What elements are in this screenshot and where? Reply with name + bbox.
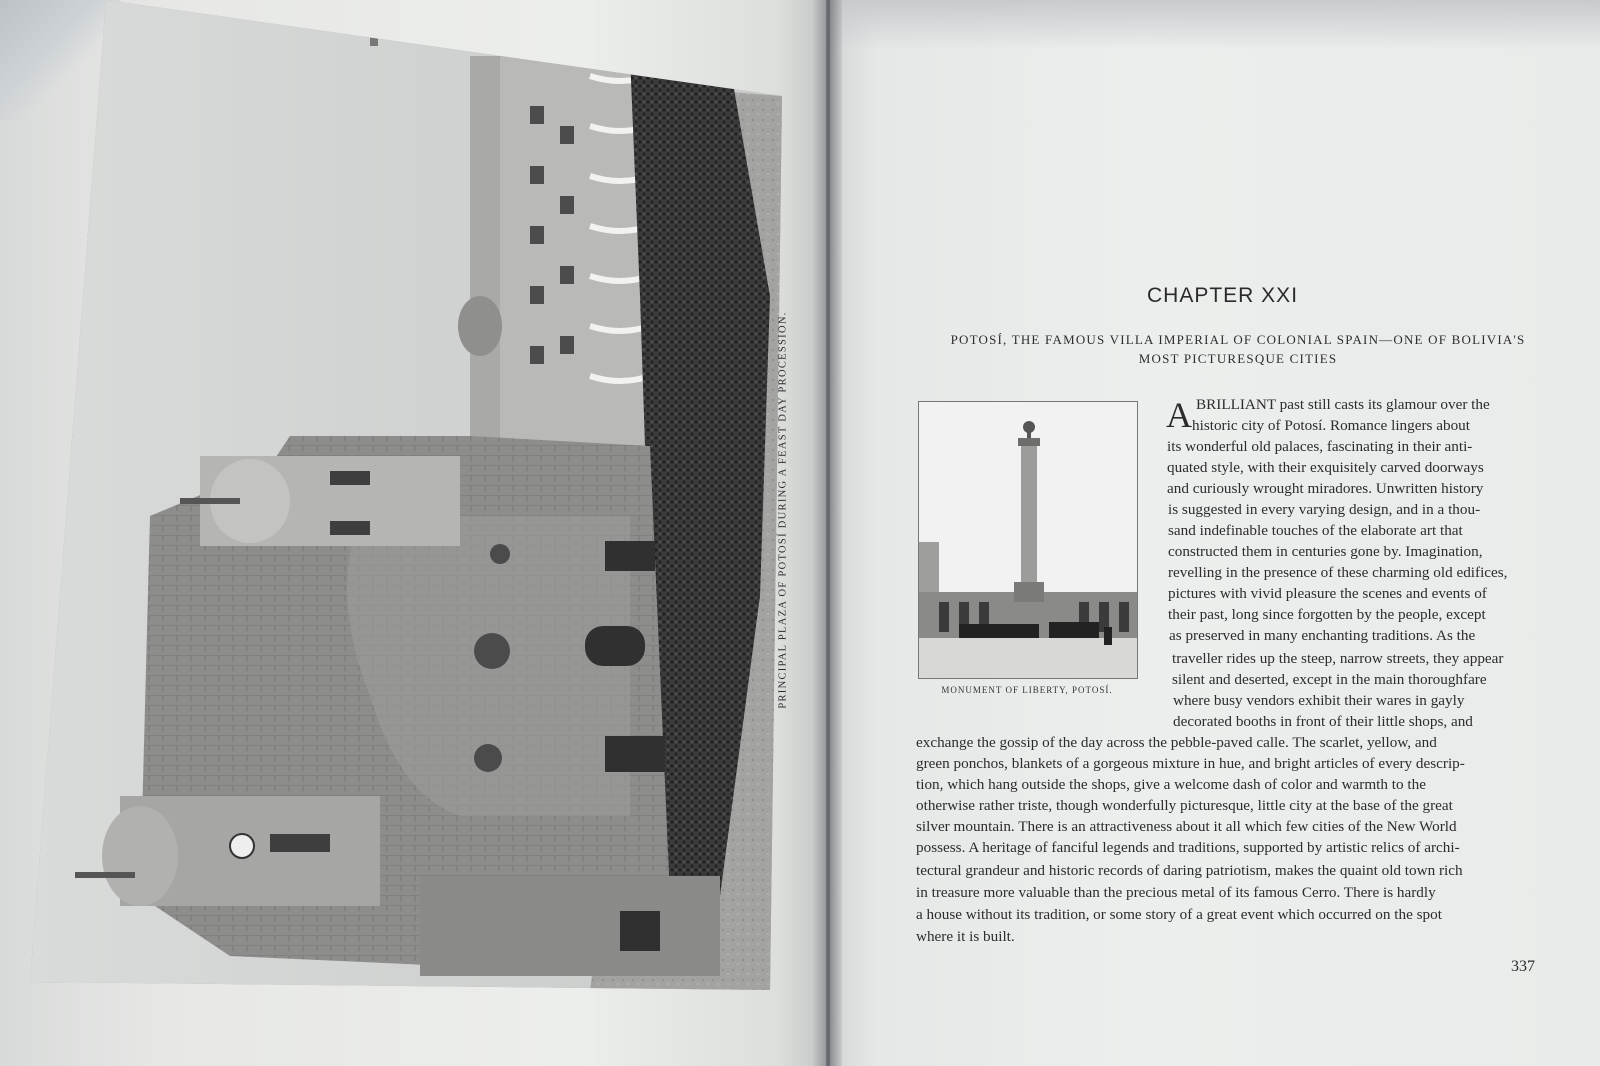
plaza-photograph xyxy=(30,0,782,990)
text-line: possess. A heritage of fanciful legends and traditions, supported by artistic relics of archi- xyxy=(916,839,1460,856)
text-line: historic city of Potosí. Romance lingers about xyxy=(1192,417,1470,434)
plate-caption xyxy=(776,300,790,720)
subtitle-line: POTOSÍ, THE FAMOUS VILLA IMPERIAL OF COLONIAL SPAIN—ONE OF BOLIVIA'S xyxy=(950,332,1526,347)
text-line: sand indefinable touches of the elaborate art that xyxy=(1168,522,1463,539)
text-line: otherwise rather triste, though wonderfully picturesque, little city at the base of the great xyxy=(916,797,1453,814)
drop-cap: A xyxy=(1166,395,1192,435)
page-shadow xyxy=(830,0,1600,50)
text-line: its wonderful old palaces, fascinating in their anti- xyxy=(1167,438,1473,455)
plaza-illustration xyxy=(30,0,782,990)
text-line: a house without its tradition, or some story of a great event which occurred on the spot xyxy=(916,906,1442,923)
text-line: silent and deserted, except in the main thoroughfare xyxy=(1172,671,1487,688)
text-line: tion, which hang outside the shops, give a welcome dash of color and warmth to the xyxy=(916,776,1426,793)
subtitle-line: MOST PICTURESQUE CITIES xyxy=(1138,351,1338,366)
text-line: their past, long since forgotten by the people, except xyxy=(1168,606,1486,623)
text-line: in treasure more valuable than the precious metal of its famous Cerro. There is hardly xyxy=(916,884,1436,901)
text-line: green ponchos, blankets of a gorgeous mixture in hue, and bright articles of every descrip- xyxy=(916,755,1465,772)
page-number: 337 xyxy=(1511,958,1535,975)
text-line: tectural grandeur and historic records of daring patriotism, makes the quaint old town rich xyxy=(916,862,1463,879)
plate-caption-text: PRINCIPAL PLAZA OF POTOSÍ DURING A FEAST DAY PROCESSION. xyxy=(777,311,789,709)
text-line: revelling in the presence of these charming old edifices, xyxy=(1168,564,1508,581)
text-line: as preserved in many enchanting traditions. As the xyxy=(1169,627,1476,644)
monument-caption: MONUMENT OF LIBERTY, POTOSÍ. xyxy=(941,685,1113,695)
text-line: where it is built. xyxy=(916,928,1015,945)
book-gutter xyxy=(812,0,842,1066)
text-line: is suggested in every varying design, and in a thou- xyxy=(1168,501,1481,518)
text-line: BRILLIANT past still casts its glamour over the xyxy=(1196,396,1490,413)
text-line: silver mountain. There is an attractiveness about it all which few cities of the New World xyxy=(916,818,1457,835)
monument-illustration xyxy=(919,402,1137,678)
text-line: pictures with vivid pleasure the scenes and events of xyxy=(1168,585,1487,602)
text-line: where busy vendors exhibit their wares in gayly xyxy=(1173,692,1465,709)
chapter-title: CHAPTER XXI xyxy=(1147,284,1299,307)
text-line: decorated booths in front of their little shops, and xyxy=(1173,713,1473,730)
text-line: exchange the gossip of the day across the pebble-paved calle. The scarlet, yellow, and xyxy=(916,734,1437,751)
text-line: quated style, with their exquisitely carved doorways xyxy=(1167,459,1484,476)
chapter-subtitle xyxy=(928,330,1548,368)
text-line: and curiously wrought miradores. Unwritten history xyxy=(1167,480,1484,497)
monument-photograph xyxy=(918,401,1138,679)
text-line: constructed them in centuries gone by. Imagination, xyxy=(1168,543,1483,560)
text-line: traveller rides up the steep, narrow streets, they appear xyxy=(1172,650,1504,667)
